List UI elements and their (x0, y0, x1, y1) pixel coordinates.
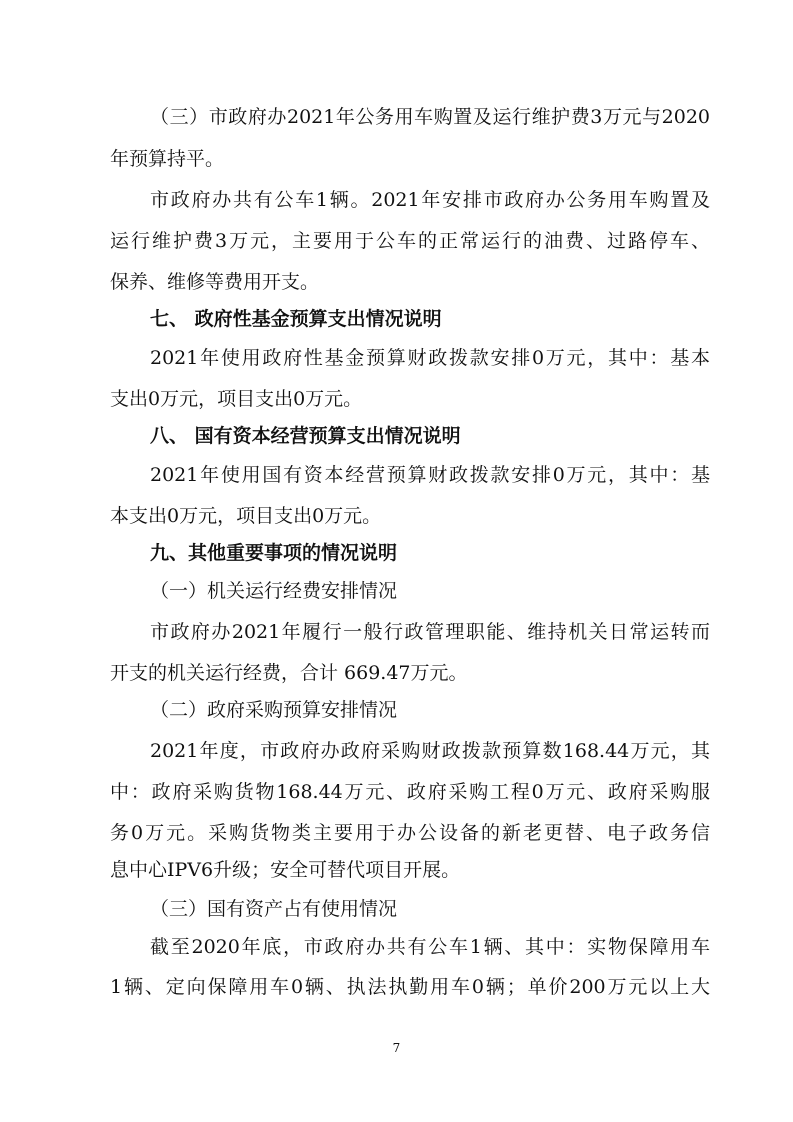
paragraph-line: 开支的机关运行经费，合计 669.47万元。 (110, 662, 468, 684)
subsection-heading: （二）政府采购预算安排情况 (150, 699, 398, 721)
paragraph-line: 息中心IPV6升级；安全可替代项目开展。 (110, 859, 461, 881)
paragraph-line: 运行维护费3万元，主要用于公车的正常运行的油费、过路停车、 (110, 230, 710, 252)
paragraph-line: 2021年使用国有资本经营预算财政拨款安排0万元，其中：基 (150, 464, 710, 486)
paragraph-line: 保养、维修等费用开支。 (110, 271, 320, 293)
paragraph-line: 本支出0万元，项目支出0万元。 (110, 505, 382, 527)
paragraph-line: 务0万元。采购货物类主要用于办公设备的新老更替、电子政务信 (110, 822, 710, 844)
paragraph-line: 2021年度，市政府办政府采购财政拨款预算数168.44万元，其 (150, 740, 710, 762)
paragraph-line: 截至2020年底，市政府办共有公车1辆、其中：实物保障用车 (150, 936, 710, 958)
paragraph-line: 2021年使用政府性基金预算财政拨款安排0万元，其中：基本 (150, 347, 710, 369)
paragraph-line: 市政府办共有公车1辆。2021年安排市政府办公务用车购置及 (150, 189, 710, 211)
paragraph-line: 市政府办2021年履行一般行政管理职能、维持机关日常运转而 (150, 621, 710, 643)
subsection-heading: （一）机关运行经费安排情况 (150, 580, 398, 602)
paragraph-line: 支出0万元，项目支出0万元。 (110, 388, 363, 410)
paragraph-line: 1辆、定向保障用车0辆、执法执勤用车0辆；单价200万元以上大 (110, 976, 710, 998)
section-heading-7: 七、 政府性基金预算支出情况说明 (150, 308, 442, 330)
paragraph-line: （三）市政府办2021年公务用车购置及运行维护费3万元与2020 (150, 106, 710, 128)
page-number: 7 (392, 1041, 401, 1055)
paragraph-line: 中：政府采购货物168.44万元、政府采购工程0万元、政府采购服 (110, 781, 710, 803)
subsection-heading: （三）国有资产占有使用情况 (150, 898, 398, 920)
section-heading-8: 八、 国有资本经营预算支出情况说明 (150, 425, 461, 447)
paragraph-line: 年预算持平。 (110, 148, 225, 170)
section-heading-9: 九、其他重要事项的情况说明 (150, 542, 398, 564)
